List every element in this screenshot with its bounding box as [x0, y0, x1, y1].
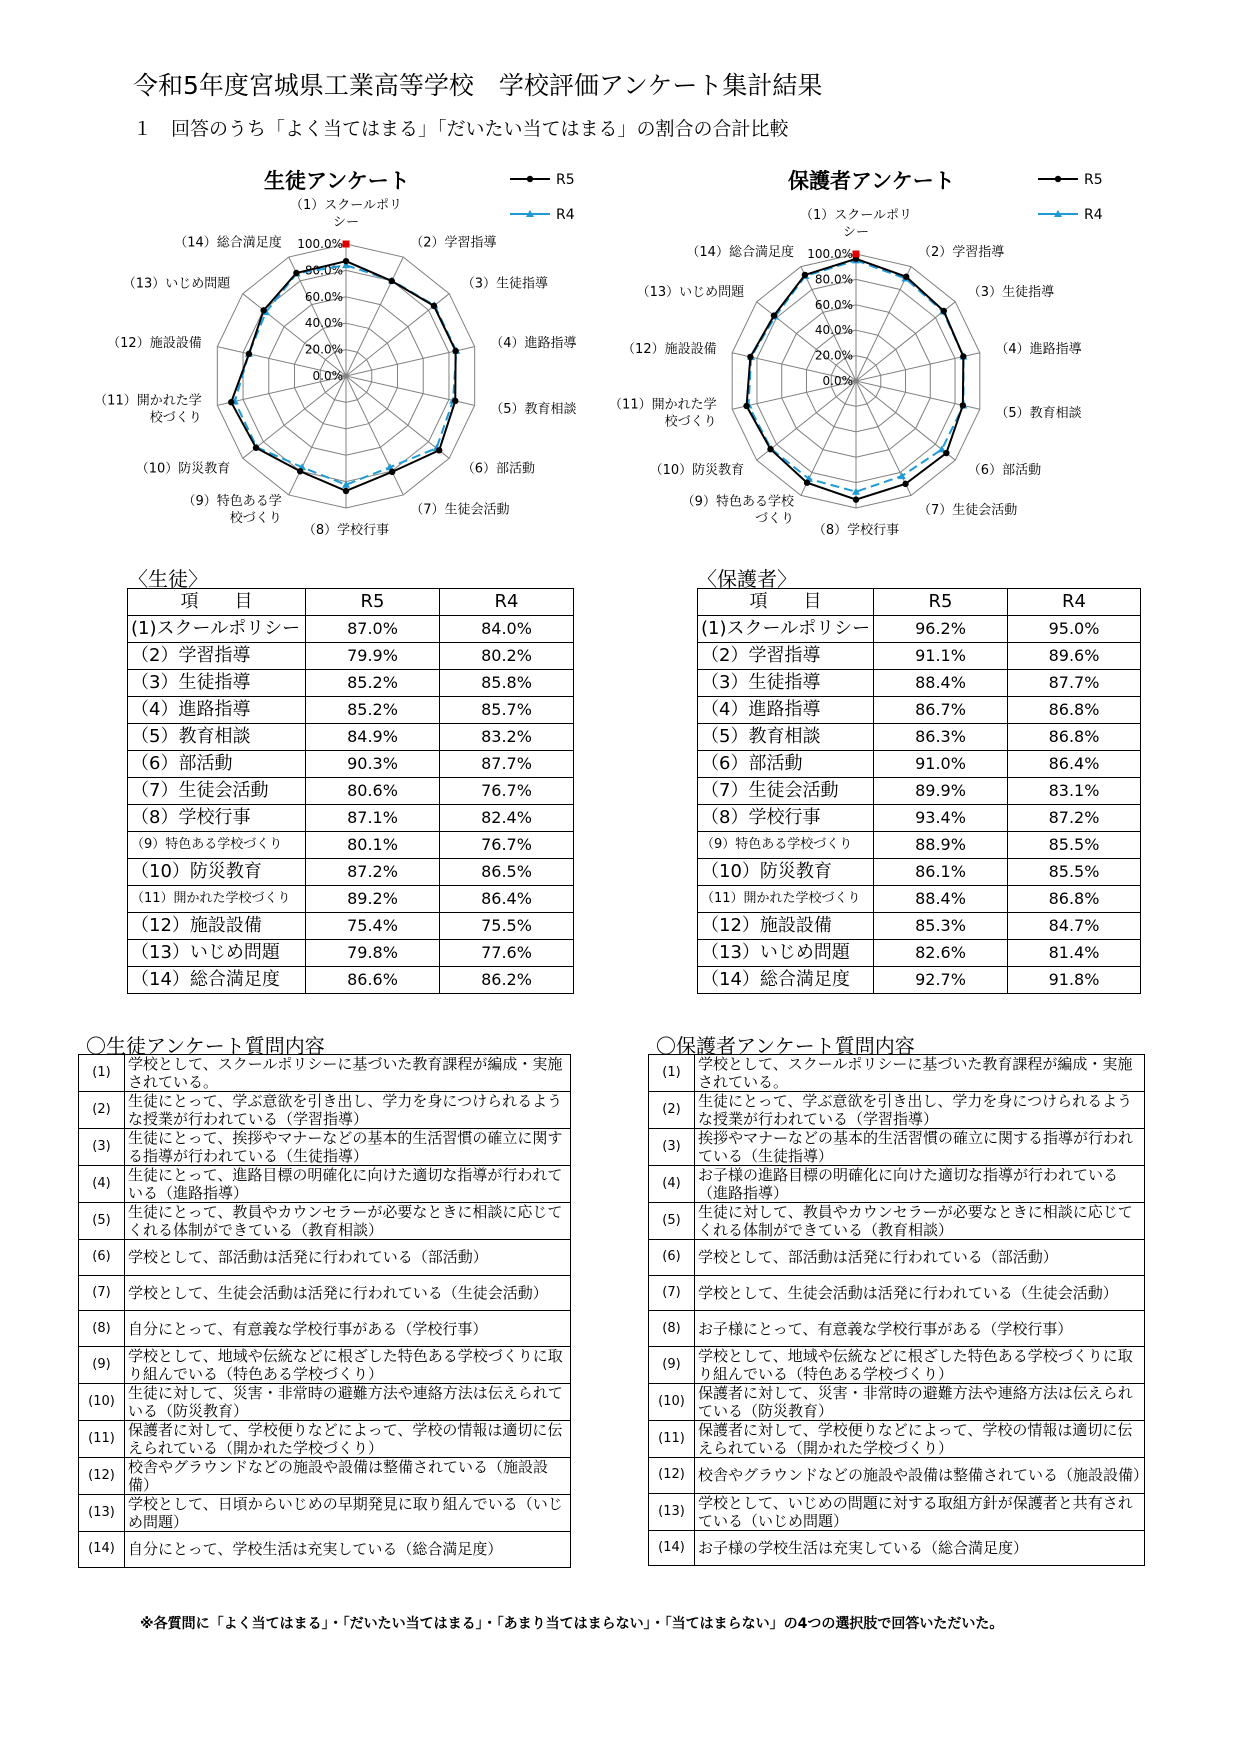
student-radar-chart — [94, 158, 620, 543]
question-text: 校舎やグラウンドなどの施設や設備は整備されている（施設設備） — [695, 1458, 1145, 1494]
question-row — [649, 1203, 1145, 1240]
item-cell: （3）生徒指導 — [698, 670, 874, 697]
r4-cell: 86.8% — [1008, 886, 1141, 913]
question-row — [649, 1166, 1145, 1203]
r5-cell: 90.3% — [306, 751, 440, 778]
tick-label: 60.0% — [814, 297, 853, 312]
item-cell: （12）施設設備 — [128, 913, 306, 940]
r4-cell: 87.2% — [1008, 805, 1141, 832]
data-point-R5 — [802, 272, 808, 278]
r5-cell: 86.1% — [874, 859, 1008, 886]
table-row — [128, 697, 574, 724]
axis-label: （14）総合満足度 — [686, 245, 794, 261]
item-cell: （3）生徒指導 — [128, 670, 306, 697]
item-cell: (1)スクールポリシー — [128, 616, 306, 643]
data-point-R5 — [804, 480, 810, 486]
question-text: 自分にとって、学校生活は充実している（総合満足度） — [125, 1532, 571, 1568]
item-cell: （8）学校行事 — [698, 805, 874, 832]
question-text: 生徒にとって、学ぶ意欲を引き出し、学力を身につけられるような授業が行われている（学習指導） — [125, 1092, 571, 1129]
data-point-R5 — [452, 398, 458, 404]
r4-cell: 76.7% — [440, 832, 574, 859]
table-row — [698, 886, 1141, 913]
data-point-R5 — [246, 351, 252, 357]
r4-cell: 86.5% — [440, 859, 574, 886]
question-row — [649, 1275, 1145, 1311]
item-cell: （9）特色ある学校づくり — [128, 832, 306, 859]
question-row — [649, 1421, 1145, 1458]
data-point-R5 — [431, 303, 437, 309]
data-point-R5 — [747, 354, 753, 360]
item-cell: （13）いじめ問題 — [128, 940, 306, 967]
table-row — [128, 859, 574, 886]
table-row — [698, 967, 1141, 994]
item-cell: （9）特色ある学校づくり — [698, 832, 874, 859]
table-row — [128, 751, 574, 778]
question-row — [649, 1240, 1145, 1276]
student-table-label: 〈生徒〉 — [128, 567, 208, 591]
table-row — [128, 778, 574, 805]
question-number: (10) — [79, 1384, 125, 1421]
tick-label: 40.0% — [814, 323, 853, 338]
r5-cell: 87.0% — [306, 616, 440, 643]
r5-cell: 87.1% — [306, 805, 440, 832]
r4-cell: 87.7% — [440, 751, 574, 778]
question-row — [79, 1421, 571, 1458]
tick-label: 20.0% — [304, 342, 343, 357]
r4-cell: 83.2% — [440, 724, 574, 751]
question-row — [79, 1240, 571, 1276]
item-cell: （4）進路指導 — [698, 697, 874, 724]
item-cell: （14）総合満足度 — [128, 967, 306, 994]
question-text: 生徒にとって、進路目標の明確化に向けた適切な指導が行われている（進路指導） — [125, 1166, 571, 1203]
table-row — [698, 697, 1141, 724]
axis-max-marker — [343, 241, 350, 248]
r5-cell: 75.4% — [306, 913, 440, 940]
chart-title: 生徒アンケート — [264, 169, 410, 193]
axis-label: （9）特色ある学校づくり — [681, 494, 794, 527]
question-row — [79, 1129, 571, 1166]
table-row — [698, 778, 1141, 805]
axis-label: （10）防災教育 — [135, 461, 231, 477]
data-point-R5 — [228, 399, 234, 405]
axis-label: （4）進路指導 — [490, 336, 577, 352]
r5-cell: 88.9% — [874, 832, 1008, 859]
question-text: 学校として、生徒会活動は活発に行われている（生徒会活動） — [695, 1275, 1145, 1311]
question-number: (8) — [79, 1311, 125, 1347]
question-row — [649, 1092, 1145, 1129]
table-row — [698, 913, 1141, 940]
axis-label: （12）施設設備 — [107, 336, 202, 352]
data-point-R5 — [902, 481, 908, 487]
item-cell: （6）部活動 — [698, 751, 874, 778]
table-row — [698, 805, 1141, 832]
question-number: (9) — [649, 1347, 695, 1384]
r5-cell: 86.3% — [874, 724, 1008, 751]
table-row — [128, 670, 574, 697]
legend-marker — [1055, 176, 1061, 182]
data-point-R5 — [343, 488, 349, 494]
table-row — [128, 805, 574, 832]
table-header-row — [128, 589, 574, 616]
r5-cell: 85.2% — [306, 670, 440, 697]
question-number: (14) — [79, 1532, 125, 1568]
axis-label: （6）部活動 — [461, 461, 535, 477]
r4-cell: 80.2% — [440, 643, 574, 670]
question-number: (11) — [79, 1421, 125, 1458]
item-cell: （2）学習指導 — [698, 643, 874, 670]
question-text: 生徒に対して、災害・非常時の避難方法や連絡方法は伝えられている（防災教育） — [125, 1384, 571, 1421]
r5-cell: 80.1% — [306, 832, 440, 859]
axis-label: （5）教育相談 — [490, 401, 577, 417]
question-row — [649, 1129, 1145, 1166]
question-row — [649, 1055, 1145, 1092]
item-cell: （11）開かれた学校づくり — [698, 886, 874, 913]
r5-cell: 93.4% — [874, 805, 1008, 832]
student-results-table — [127, 588, 574, 994]
column-header: R5 — [874, 589, 1008, 616]
tick-label: 100.0% — [297, 237, 343, 251]
question-row — [79, 1347, 571, 1384]
table-header-row — [698, 589, 1141, 616]
r4-cell: 76.7% — [440, 778, 574, 805]
r4-cell: 75.5% — [440, 913, 574, 940]
data-point-R5 — [743, 403, 749, 409]
student-questions-table — [78, 1054, 571, 1568]
r5-cell: 87.2% — [306, 859, 440, 886]
axis-label: （1）スクールポリシー — [799, 208, 913, 240]
question-text: 生徒にとって、挨拶やマナーなどの基本的生活習慣の確立に関する指導が行われている（生徒指導） — [125, 1129, 571, 1166]
item-cell: （5）教育相談 — [128, 724, 306, 751]
item-cell: （7）生徒会活動 — [128, 778, 306, 805]
question-number: (4) — [649, 1166, 695, 1203]
axis-label: （2）学習指導 — [410, 235, 497, 251]
legend-label: R4 — [1084, 207, 1103, 223]
r4-cell: 83.1% — [1008, 778, 1141, 805]
tick-label: 40.0% — [304, 316, 343, 331]
question-text: 保護者に対して、学校便りなどによって、学校の情報は適切に伝えられている（開かれた学校づくり） — [695, 1421, 1145, 1458]
table-row — [128, 724, 574, 751]
axis-label: （4）進路指導 — [995, 342, 1082, 358]
question-row — [79, 1055, 571, 1092]
question-text: 学校として、いじめの問題に対する取組方針が保護者と共有されている（いじめ問題） — [695, 1493, 1145, 1530]
r4-cell: 87.7% — [1008, 670, 1141, 697]
r4-cell: 85.5% — [1008, 859, 1141, 886]
question-text: 学校として、部活動は活発に行われている（部活動） — [125, 1240, 571, 1276]
table-row — [698, 670, 1141, 697]
table-row — [698, 940, 1141, 967]
question-number: (2) — [649, 1092, 695, 1129]
axis-label: （2）学習指導 — [918, 245, 1005, 261]
axis-max-marker — [853, 251, 860, 258]
table-row — [698, 643, 1141, 670]
r5-cell: 85.2% — [306, 697, 440, 724]
table-row — [698, 751, 1141, 778]
r4-cell: 84.7% — [1008, 913, 1141, 940]
item-cell: （10）防災教育 — [128, 859, 306, 886]
axis-label: （9）特色ある学校づくり — [182, 493, 282, 526]
r4-cell: 85.8% — [440, 670, 574, 697]
r5-cell: 88.4% — [874, 670, 1008, 697]
legend-marker — [527, 176, 533, 182]
question-text: お子様の学校生活は充実している（総合満足度） — [695, 1530, 1145, 1566]
axis-label: （7）生徒会活動 — [410, 502, 510, 518]
table-row — [698, 859, 1141, 886]
question-number: (2) — [79, 1092, 125, 1129]
axis-label: （3）生徒指導 — [461, 276, 548, 292]
question-row — [79, 1203, 571, 1240]
r5-cell: 85.3% — [874, 913, 1008, 940]
data-point-R5 — [960, 353, 966, 359]
question-text: 自分にとって、有意義な学校行事がある（学校行事） — [125, 1311, 571, 1347]
r4-cell: 84.0% — [440, 616, 574, 643]
table-row — [128, 940, 574, 967]
item-cell: (1)スクールポリシー — [698, 616, 874, 643]
r5-cell: 80.6% — [306, 778, 440, 805]
question-number: (12) — [79, 1458, 125, 1495]
legend-label: R4 — [556, 207, 575, 223]
axis-label: （8）学校行事 — [812, 523, 900, 538]
data-point-R5 — [389, 469, 395, 475]
axis-label: （10）防災教育 — [649, 463, 745, 479]
question-row — [79, 1532, 571, 1568]
question-row — [79, 1092, 571, 1129]
item-cell: （7）生徒会活動 — [698, 778, 874, 805]
r5-cell: 86.7% — [874, 697, 1008, 724]
axis-label: （6）部活動 — [967, 463, 1042, 479]
r4-cell: 86.4% — [1008, 751, 1141, 778]
r5-cell: 88.4% — [874, 886, 1008, 913]
question-number: (7) — [79, 1275, 125, 1311]
axis-label: （14）総合満足度 — [174, 235, 282, 251]
chart-title: 保護者アンケート — [788, 169, 955, 193]
question-number: (4) — [79, 1166, 125, 1203]
question-number: (6) — [649, 1240, 695, 1276]
question-text: 学校として、スクールポリシーに基づいた教育課程が編成・実施されている。 — [125, 1055, 571, 1092]
tick-label: 100.0% — [807, 247, 853, 261]
question-number: (12) — [649, 1458, 695, 1494]
table-row — [698, 724, 1141, 751]
data-point-R5 — [436, 447, 442, 453]
r5-cell: 79.8% — [306, 940, 440, 967]
question-row — [79, 1458, 571, 1495]
tick-label: 80.0% — [304, 263, 343, 278]
column-header: R5 — [306, 589, 440, 616]
question-row — [79, 1384, 571, 1421]
data-point-R5 — [293, 270, 299, 276]
data-point-R5 — [943, 450, 949, 456]
data-point-R5 — [452, 348, 458, 354]
page-subtitle: １ 回答のうち「よく当てはまる」「だいたい当てはまる」の割合の合計比較 — [133, 118, 789, 140]
tick-label: 20.0% — [814, 348, 853, 363]
table-row — [128, 616, 574, 643]
table-row — [128, 967, 574, 994]
question-number: (5) — [649, 1203, 695, 1240]
question-text: 学校として、スクールポリシーに基づいた教育課程が編成・実施されている。 — [695, 1055, 1145, 1092]
axis-label: （13）いじめ問題 — [122, 276, 231, 292]
question-text: 生徒にとって、教員やカウンセラーが必要なときに相談に応じてくれる体制ができている（教育相談） — [125, 1203, 571, 1240]
question-text: 校舎やグラウンドなどの施設や設備は整備されている（施設設備） — [125, 1458, 571, 1495]
question-number: (6) — [79, 1240, 125, 1276]
question-text: お子様にとって、有意義な学校行事がある（学校行事） — [695, 1311, 1145, 1347]
r4-cell: 81.4% — [1008, 940, 1141, 967]
student-questions-label: 〇生徒アンケート質問内容 — [86, 1034, 325, 1058]
r5-cell: 79.9% — [306, 643, 440, 670]
r4-cell: 86.8% — [1008, 724, 1141, 751]
data-point-R5 — [771, 312, 777, 318]
question-number: (10) — [649, 1384, 695, 1421]
tick-label: 80.0% — [814, 272, 853, 287]
parent-radar-chart — [609, 158, 1150, 543]
question-text: 生徒に対して、教員やカウンセラーが必要なときに相談に応じてくれる体制ができている（教育相談） — [695, 1203, 1145, 1240]
column-header: R4 — [440, 589, 574, 616]
question-text: 生徒にとって、学ぶ意欲を引き出し、学力を身につけられるような授業が行われている（学習指導） — [695, 1092, 1145, 1129]
question-text: 学校として、日頃からいじめの早期発見に取り組んでいる（いじめ問題） — [125, 1495, 571, 1532]
r5-cell: 84.9% — [306, 724, 440, 751]
r4-cell: 89.6% — [1008, 643, 1141, 670]
r5-cell: 91.1% — [874, 643, 1008, 670]
question-text: 保護者に対して、学校便りなどによって、学校の情報は適切に伝えられている（開かれた学校づくり） — [125, 1421, 571, 1458]
r5-cell: 89.2% — [306, 886, 440, 913]
data-point-R5 — [343, 258, 349, 264]
tick-label: 60.0% — [304, 289, 343, 304]
parent-results-table — [697, 588, 1141, 994]
series-line-R5 — [231, 261, 455, 491]
item-cell: （10）防災教育 — [698, 859, 874, 886]
item-cell: （6）部活動 — [128, 751, 306, 778]
parent-questions-table — [648, 1054, 1149, 1566]
table-row — [128, 832, 574, 859]
axis-label: （7）生徒会活動 — [918, 502, 1018, 518]
data-point-R5 — [253, 445, 259, 451]
item-cell: （8）学校行事 — [128, 805, 306, 832]
axis-label: （11）開かれた学校づくり — [94, 393, 202, 426]
question-row — [649, 1311, 1145, 1347]
page-title: 令和5年度宮城県工業高等学校 学校評価アンケート集計結果 — [133, 71, 823, 100]
item-cell: （14）総合満足度 — [698, 967, 874, 994]
question-row — [79, 1311, 571, 1347]
question-row — [79, 1495, 571, 1532]
question-row — [649, 1384, 1145, 1421]
question-number: (5) — [79, 1203, 125, 1240]
question-number: (1) — [649, 1055, 695, 1092]
footnote: ※各質問に「よく当てはまる」・「だいたい当てはまる」・「あまり当てはまらない」・「当てはまらない」の4つの選択肢で回答いただいた。 — [140, 1616, 1004, 1632]
data-point-R5 — [260, 307, 266, 313]
item-cell: （4）進路指導 — [128, 697, 306, 724]
data-point-R5 — [941, 308, 947, 314]
data-point-R5 — [903, 274, 909, 280]
question-row — [79, 1275, 571, 1311]
table-row — [128, 913, 574, 940]
question-row — [649, 1493, 1145, 1530]
column-header: R4 — [1008, 589, 1141, 616]
question-row — [649, 1347, 1145, 1384]
question-text: 学校として、地域や伝統などに根ざした特色ある学校づくりに取り組んでいる（特色ある学校づくり） — [695, 1347, 1145, 1384]
item-cell: （13）いじめ問題 — [698, 940, 874, 967]
legend-label: R5 — [556, 172, 575, 188]
table-row — [698, 832, 1141, 859]
axis-label: （5）教育相談 — [995, 405, 1082, 421]
r5-cell: 86.6% — [306, 967, 440, 994]
question-text: 学校として、地域や伝統などに根ざした特色ある学校づくりに取り組んでいる（特色ある学校づくり） — [125, 1347, 571, 1384]
r5-cell: 91.0% — [874, 751, 1008, 778]
question-number: (9) — [79, 1347, 125, 1384]
table-row — [698, 616, 1141, 643]
question-row — [649, 1458, 1145, 1494]
data-point-R5 — [389, 278, 395, 284]
question-number: (7) — [649, 1275, 695, 1311]
item-cell: （11）開かれた学校づくり — [128, 886, 306, 913]
axis-label: （11）開かれた学校づくり — [609, 397, 717, 430]
question-row — [649, 1530, 1145, 1566]
legend-label: R5 — [1084, 172, 1103, 188]
parent-table-label: 〈保護者〉 — [697, 567, 797, 591]
item-cell: （2）学習指導 — [128, 643, 306, 670]
parent-questions-label: 〇保護者アンケート質問内容 — [656, 1034, 915, 1058]
r5-cell: 92.7% — [874, 967, 1008, 994]
r4-cell: 86.8% — [1008, 697, 1141, 724]
tick-label: 0.0% — [822, 374, 853, 388]
r4-cell: 86.2% — [440, 967, 574, 994]
axis-label: （13）いじめ問題 — [636, 284, 745, 300]
question-number: (14) — [649, 1530, 695, 1566]
r5-cell: 96.2% — [874, 616, 1008, 643]
r4-cell: 91.8% — [1008, 967, 1141, 994]
question-text: お子様の進路目標の明確化に向けた適切な指導が行われている（進路指導） — [695, 1166, 1145, 1203]
question-number: (8) — [649, 1311, 695, 1347]
question-number: (3) — [79, 1129, 125, 1166]
data-point-R5 — [297, 468, 303, 474]
question-text: 学校として、部活動は活発に行われている（部活動） — [695, 1240, 1145, 1276]
question-number: (13) — [649, 1493, 695, 1530]
question-number: (11) — [649, 1421, 695, 1458]
item-cell: （5）教育相談 — [698, 724, 874, 751]
r5-cell: 89.9% — [874, 778, 1008, 805]
question-number: (3) — [649, 1129, 695, 1166]
data-point-R5 — [960, 402, 966, 408]
data-point-R5 — [767, 446, 773, 452]
r4-cell: 85.7% — [440, 697, 574, 724]
axis-label: （3）生徒指導 — [967, 284, 1055, 300]
r4-cell: 77.6% — [440, 940, 574, 967]
axis-label: （12）施設設備 — [622, 342, 717, 358]
question-text: 保護者に対して、災害・非常時の避難方法や連絡方法は伝えられている（防災教育） — [695, 1384, 1145, 1421]
axis-label: （1）スクールポリシー — [289, 198, 403, 230]
column-header: 項 目 — [128, 589, 306, 616]
question-number: (1) — [79, 1055, 125, 1092]
r4-cell: 95.0% — [1008, 616, 1141, 643]
table-row — [128, 643, 574, 670]
question-text: 学校として、生徒会活動は活発に行われている（生徒会活動） — [125, 1275, 571, 1311]
table-row — [128, 886, 574, 913]
r4-cell: 85.5% — [1008, 832, 1141, 859]
question-text: 挨拶やマナーなどの基本的生活習慣の確立に関する指導が行われている（生徒指導） — [695, 1129, 1145, 1166]
tick-label: 0.0% — [312, 369, 343, 383]
question-row — [79, 1166, 571, 1203]
r4-cell: 82.4% — [440, 805, 574, 832]
r5-cell: 82.6% — [874, 940, 1008, 967]
column-header: 項 目 — [698, 589, 874, 616]
question-number: (13) — [79, 1495, 125, 1532]
data-point-R5 — [853, 496, 859, 502]
r4-cell: 86.4% — [440, 886, 574, 913]
axis-label: （8）学校行事 — [302, 523, 390, 538]
item-cell: （12）施設設備 — [698, 913, 874, 940]
